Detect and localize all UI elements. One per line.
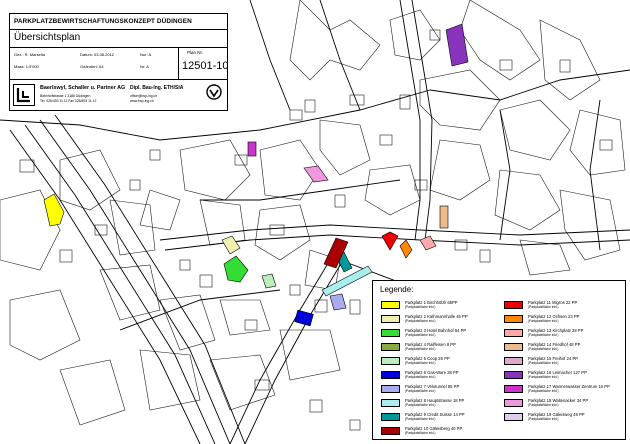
sia-mark-icon [206, 84, 222, 100]
legend-swatch [381, 329, 400, 337]
legend-label: Parkplatz 1 Birchhölzli 65PP [405, 300, 458, 305]
legend-item [381, 426, 499, 438]
legend-label: Parkplatz 9 Credit Suisse 14 PP [405, 412, 465, 417]
legend-item [504, 328, 622, 340]
firm-phone: Tel. 026/493 11 11 Fax 026/493 11 12 [40, 99, 97, 103]
firm-address: Bahnhofstrasse 1 3186 Düdingen [40, 94, 91, 98]
plan-number-label: Plan Nr. [187, 50, 204, 55]
legend-swatch [381, 357, 400, 365]
parking-17 [248, 142, 256, 156]
map-legend [372, 280, 626, 440]
legend-label: Parkplatz 16 Leimacher 127 PP [528, 370, 587, 375]
legend-label: Parkplatz 4 Raiffeisen 8 PP [405, 342, 456, 347]
legend-label: Parkplatz 5 Coop 25 PP [405, 356, 450, 361]
legend-label: Parkplatz 8 Hauptstrasse 18 PP [405, 398, 465, 403]
legend-swatch [504, 399, 523, 407]
legend-note: (Parkplatzfläche inkl.) [405, 417, 436, 421]
legend-label: Parkplatz 14 Friedhof 48 PP [528, 342, 581, 347]
legend-item [381, 370, 499, 382]
legend-note: (Parkplatzfläche inkl.) [405, 431, 436, 435]
legend-item [504, 356, 622, 368]
legend-label: Parkplatz 3 Hotel Bahnhof 54 PP [405, 328, 467, 333]
legend-note: (Parkplatzfläche inkl.) [528, 361, 559, 365]
legend-item [381, 328, 499, 340]
legend-note: (Parkplatzfläche inkl.) [528, 333, 559, 337]
legend-label: Parkplatz 6 Gas-Ware 28 PP [405, 370, 459, 375]
legend-item [504, 384, 622, 396]
legend-item [381, 384, 499, 396]
legend-note: (Parkplatzfläche inkl.) [405, 375, 436, 379]
meta-cell: Mass: 1:5'000 [14, 64, 39, 69]
legend-swatch [504, 315, 523, 323]
legend-label: Parkplatz 19 Gäleisweg 49 PP [528, 412, 585, 417]
legend-note: (Parkplatzfläche inkl.) [405, 347, 436, 351]
firm-web: www.bsp-ing.ch [130, 99, 154, 103]
legend-note: (Parkplatzfläche inkl.) [528, 375, 559, 379]
engineer-title: Dipl. Bau-Ing. ETH/SIA [130, 85, 184, 91]
legend-label: Parkplatz 17 Warmerwasser Zentrum 16 PP [528, 384, 610, 389]
legend-item [381, 342, 499, 354]
plan-subtitle: Übersichtsplan [10, 30, 227, 48]
legend-swatch [381, 315, 400, 323]
legend-note: (Parkplatzfläche inkl.) [528, 319, 559, 323]
firm-name: Baerlswyl, Schaller u. Partner AG [40, 85, 126, 91]
legend-item [504, 300, 622, 312]
legend-note: (Parkplatzfläche inkl.) [528, 389, 559, 393]
legend-note: (Parkplatzfläche inkl.) [405, 361, 436, 365]
plan-meta [10, 48, 227, 80]
legend-item [381, 356, 499, 368]
legend-item [504, 412, 622, 424]
legend-swatch [504, 413, 523, 421]
parking-14-friedhof [440, 206, 448, 228]
plan-footer [10, 80, 227, 111]
legend-label: Parkplatz 18 Waltenacker 34 PP [528, 398, 589, 403]
legend-item [381, 300, 499, 312]
legend-note: (Parkplatzfläche inkl.) [528, 305, 559, 309]
legend-note: (Parkplatzfläche inkl.) [405, 319, 436, 323]
legend-note: (Parkplatzfläche inkl.) [528, 417, 559, 421]
legend-label: Parkplatz 11 Migros 22 PP [528, 300, 578, 305]
plan-title: PARKPLATZBEWIRTSCHAFTUNGSKONZEPT DÜDINGEN [10, 14, 227, 30]
legend-swatch [504, 343, 523, 351]
meta-cell: Gez.: R. Marsella [14, 52, 45, 57]
legend-note: (Parkplatzfläche inkl.) [405, 305, 436, 309]
legend-swatch [504, 329, 523, 337]
legend-item [381, 398, 499, 410]
meta-cell: Datum: 03.08.2012 [80, 52, 115, 57]
legend-item [504, 342, 622, 354]
legend-label: Parkplatz 10 Gäleisberg 40 PP [405, 426, 463, 431]
legend-swatch [381, 343, 400, 351]
legend-item [504, 370, 622, 382]
legend-swatch [381, 413, 400, 421]
legend-label: Parkplatz 2 Kathmannhalle 45 PP [405, 314, 468, 319]
legend-note: (Parkplatzfläche inkl.) [405, 389, 436, 393]
legend-note: (Parkplatzfläche inkl.) [528, 403, 559, 407]
legend-swatch [504, 371, 523, 379]
legend-swatch [504, 301, 523, 309]
meta-cell: Nur: A [140, 52, 152, 57]
legend-item [504, 314, 622, 326]
legend-item [381, 412, 499, 424]
legend-label: Parkplatz 7 Velotunnel 55 PP [405, 384, 460, 389]
company-logo [13, 84, 35, 106]
title-block [9, 13, 228, 111]
legend-note: (Parkplatzfläche inkl.) [405, 403, 436, 407]
legend-item [504, 398, 622, 410]
legend-item [381, 314, 499, 326]
legend-swatch [381, 371, 400, 379]
legend-swatch [504, 357, 523, 365]
legend-swatch [381, 301, 400, 309]
legend-label: Parkplatz 13 Kirchplatz 28 PP [528, 328, 584, 333]
plan-number-box [178, 48, 229, 80]
plan-number: 12501-10 [182, 60, 229, 72]
legend-swatch [381, 385, 400, 393]
legend-note: (Parkplatzfläche inkl.) [528, 347, 559, 351]
legend-note: (Parkplatzfläche inkl.) [405, 333, 436, 337]
firm-email: office@bsp-ing.ch [130, 94, 158, 98]
legend-swatch [381, 427, 400, 435]
legend-label: Parkplatz 15 Freihof 24 PP [528, 356, 579, 361]
meta-cell: Geändert: A4 [80, 64, 104, 69]
legend-label: Parkplatz 12 Ochsen 23 PP [528, 314, 580, 319]
legend-swatch [381, 399, 400, 407]
meta-cell: Nr: A [140, 64, 149, 69]
legend-swatch [504, 385, 523, 393]
legend-title: Legende: [380, 285, 414, 294]
